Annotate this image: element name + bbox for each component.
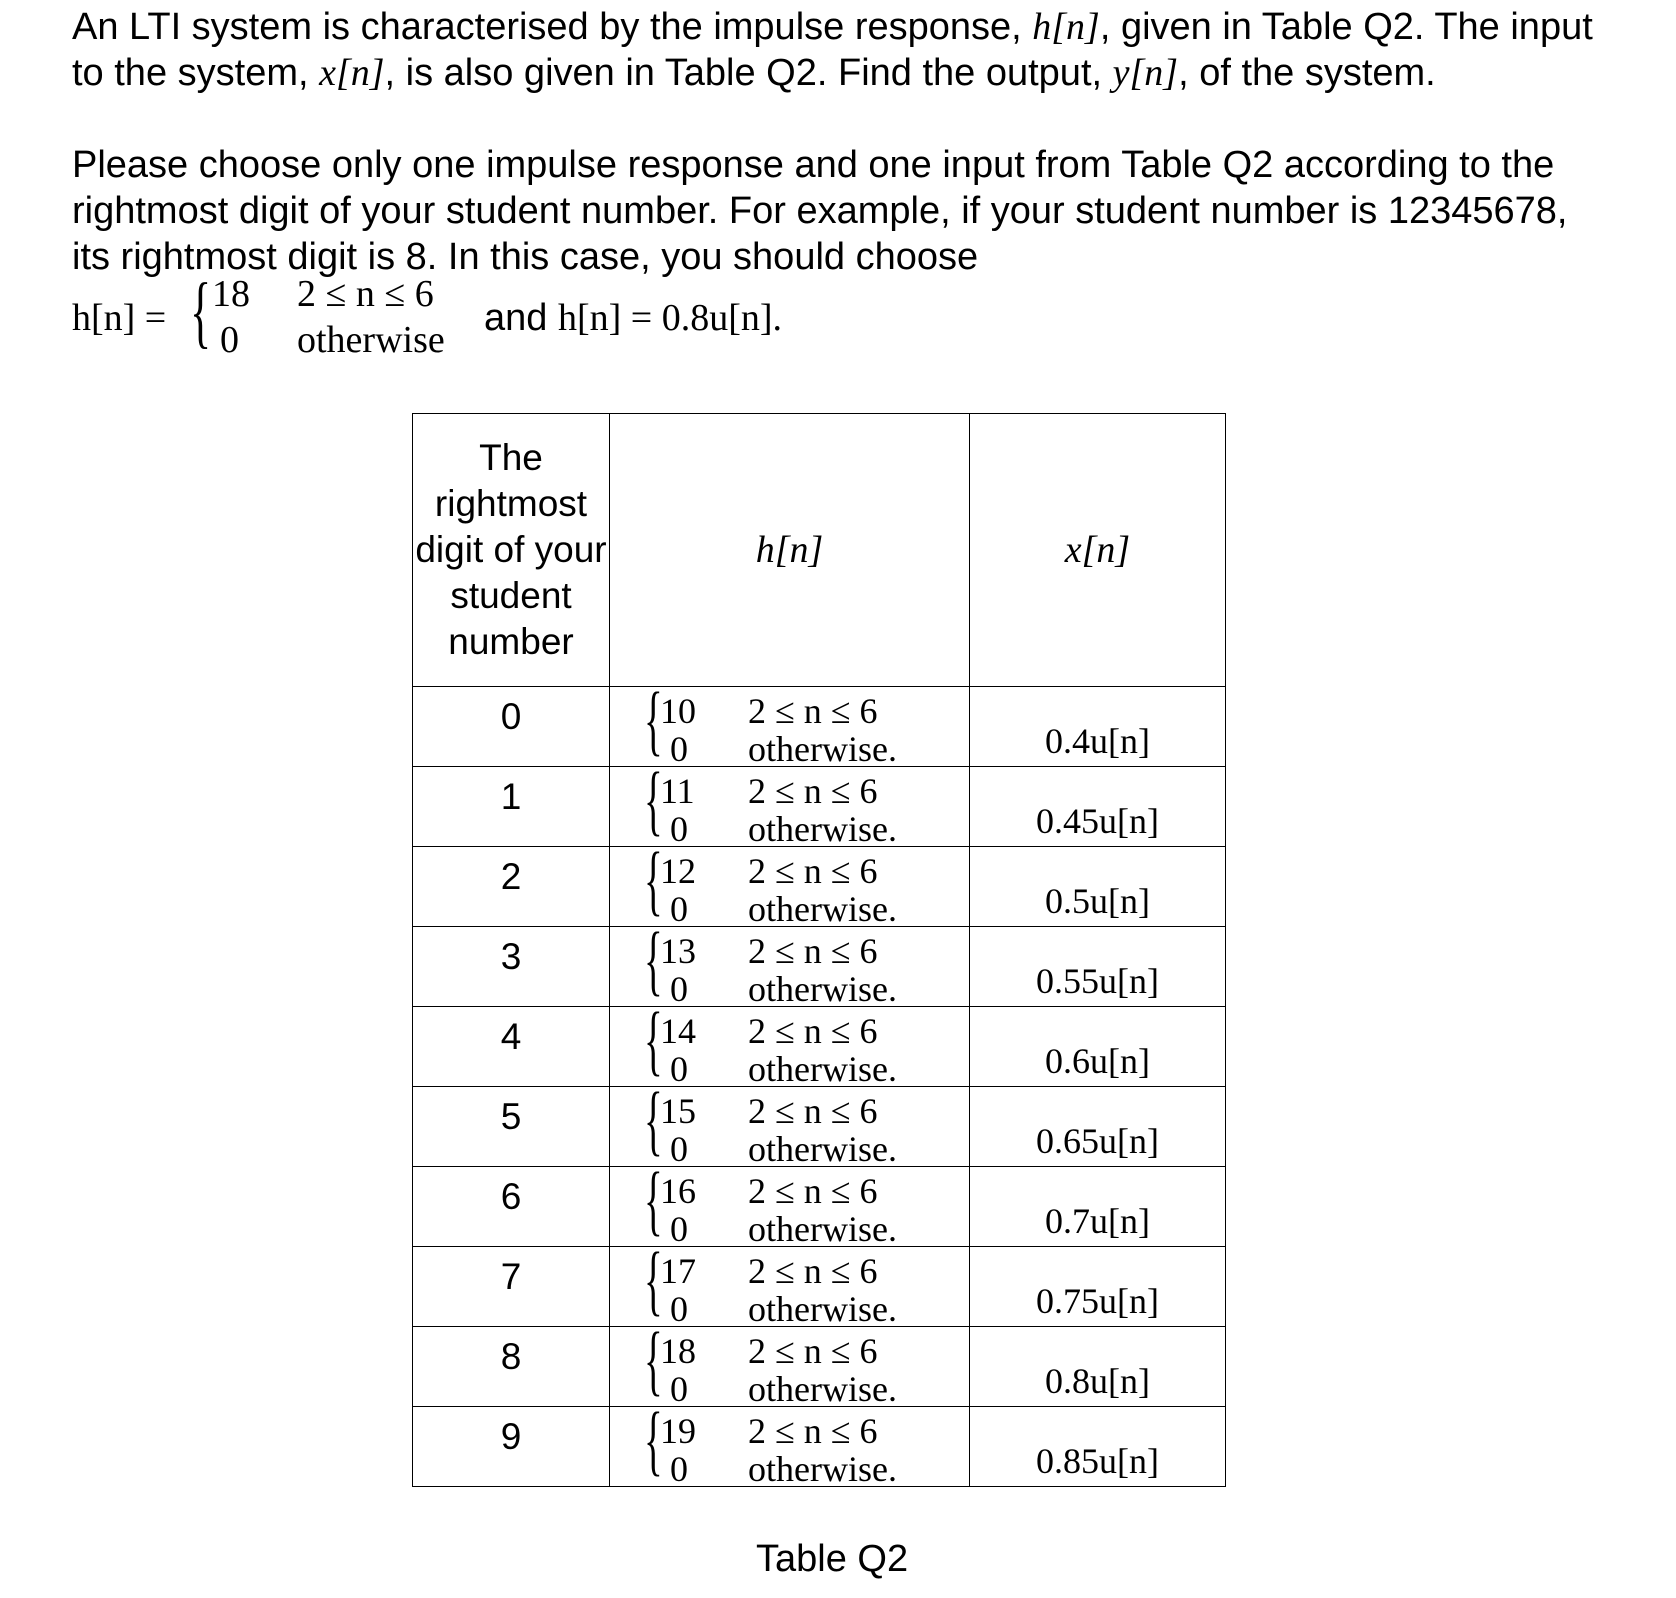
example-lhs: h[n] = (72, 297, 167, 339)
p1-text-1: An LTI system is characterised by the impulse response, (72, 6, 1033, 48)
h-condition: 2 ≤ n ≤ 6 (748, 1331, 878, 1371)
x-cell (970, 1327, 1226, 1407)
p1-x-symbol: x[n] (319, 52, 385, 94)
x-value: 0.5u[n] (1045, 880, 1150, 921)
x-cell (970, 1167, 1226, 1247)
x-value: 0.65u[n] (1036, 1120, 1159, 1161)
h-value: 18 (660, 1331, 696, 1371)
digit-cell (413, 1007, 610, 1087)
digit-value: 3 (500, 935, 522, 977)
x-cell (970, 687, 1226, 767)
h-otherwise: otherwise. (748, 729, 897, 769)
x-value: 0.7u[n] (1045, 1200, 1150, 1241)
header-x: x[n] (970, 414, 1226, 687)
digit-value: 6 (500, 1175, 522, 1217)
table-row (413, 1247, 1226, 1327)
h-zero: 0 (670, 1369, 688, 1409)
h-value: 19 (660, 1411, 696, 1451)
digit-cell (413, 847, 610, 927)
h-otherwise: otherwise. (748, 1369, 897, 1409)
h-zero: 0 (670, 1449, 688, 1489)
example-rhs (484, 296, 782, 340)
table-row (413, 1007, 1226, 1087)
digit-value: 1 (500, 775, 522, 817)
h-zero: 0 (670, 1049, 688, 1089)
x-value: 0.8u[n] (1045, 1360, 1150, 1401)
h-condition: 2 ≤ n ≤ 6 (748, 771, 878, 811)
x-cell (970, 767, 1226, 847)
h-value: 13 (660, 931, 696, 971)
table-row (413, 1327, 1226, 1407)
case-brace: { (644, 916, 663, 1003)
h-value: 17 (660, 1251, 696, 1291)
table-row (413, 1407, 1226, 1487)
h-cell (610, 1396, 970, 1489)
p1-y-symbol: y[n] (1112, 52, 1179, 94)
example-and: and (484, 297, 558, 339)
h-condition: 2 ≤ n ≤ 6 (748, 1251, 878, 1291)
example-zero: 0 (220, 319, 239, 361)
h-value: 10 (660, 691, 696, 731)
table-caption: Table Q2 (756, 1538, 909, 1580)
h-zero: 0 (670, 969, 688, 1009)
h-cell (610, 756, 970, 849)
question-paragraph-1 (72, 4, 1612, 96)
digit-cell (413, 1247, 610, 1327)
digit-cell (413, 687, 610, 767)
case-brace: { (644, 1236, 663, 1323)
case-brace: { (644, 756, 663, 843)
p1-text-3: , is also given in Table Q2. Find the output, (384, 52, 1113, 94)
table-row (413, 687, 1226, 767)
case-brace: { (644, 676, 663, 763)
h-value: 15 (660, 1091, 696, 1131)
x-cell (970, 1407, 1226, 1487)
h-cell (610, 916, 970, 1009)
x-value: 0.75u[n] (1036, 1280, 1159, 1321)
case-brace: { (644, 1076, 663, 1163)
table-row (413, 847, 1226, 927)
header-h: h[n] (610, 414, 970, 687)
digit-value: 4 (500, 1015, 522, 1057)
x-value: 0.45u[n] (1036, 800, 1159, 841)
p1-text-4: , of the system. (1178, 52, 1436, 94)
digit-value: 8 (500, 1335, 522, 1377)
p1-h-symbol: h[n] (1032, 6, 1100, 48)
h-otherwise: otherwise. (748, 889, 897, 929)
h-cell (610, 676, 970, 769)
h-cell (610, 996, 970, 1089)
x-cell (970, 1007, 1226, 1087)
h-value: 16 (660, 1171, 696, 1211)
example-rhs-formula: h[n] = 0.8u[n]. (557, 297, 783, 339)
digit-cell (413, 1167, 610, 1247)
h-cell (610, 836, 970, 929)
x-value: 0.4u[n] (1045, 720, 1150, 761)
h-value: 12 (660, 851, 696, 891)
example-value: 18 (212, 273, 250, 315)
digit-value: 7 (500, 1255, 522, 1297)
h-cell (610, 1236, 970, 1329)
h-condition: 2 ≤ n ≤ 6 (748, 1171, 878, 1211)
h-zero: 0 (670, 729, 688, 769)
table-row (413, 1167, 1226, 1247)
table-body (413, 676, 1226, 1489)
table-q2 (412, 413, 1226, 1487)
x-value: 0.85u[n] (1036, 1440, 1159, 1481)
x-cell (970, 847, 1226, 927)
h-value: 11 (660, 771, 695, 811)
digit-cell (413, 1087, 610, 1167)
h-otherwise: otherwise. (748, 969, 897, 1009)
h-condition: 2 ≤ n ≤ 6 (748, 931, 878, 971)
p1-text-2: , given in Table Q2. The input to the system, (72, 6, 1593, 94)
h-otherwise: otherwise. (748, 1289, 897, 1329)
table-row (413, 1087, 1226, 1167)
digit-value: 9 (500, 1415, 522, 1457)
table-row (413, 927, 1226, 1007)
case-brace: { (644, 1316, 663, 1403)
example-condition: 2 ≤ n ≤ 6 (297, 273, 434, 315)
h-cell (610, 1316, 970, 1409)
h-otherwise: otherwise. (748, 1049, 897, 1089)
h-cell (610, 1076, 970, 1169)
question-paragraph-2: Please choose only one impulse response and one input from Table Q2 according to the rightmost digit of your student number. For example, if your student number is 12345678, its rightmost digit is 8. In this case, you should choose (72, 144, 1568, 278)
digit-value: 5 (500, 1095, 522, 1137)
digit-value: 2 (500, 855, 522, 897)
header-digit: The rightmost digit of your student number (413, 414, 610, 687)
example-brace: { (190, 268, 212, 356)
h-zero: 0 (670, 1209, 688, 1249)
h-condition: 2 ≤ n ≤ 6 (748, 1091, 878, 1131)
digit-cell (413, 927, 610, 1007)
h-zero: 0 (670, 809, 688, 849)
table-row (413, 767, 1226, 847)
case-brace: { (644, 1396, 663, 1483)
h-otherwise: otherwise. (748, 1449, 897, 1489)
h-condition: 2 ≤ n ≤ 6 (748, 851, 878, 891)
case-brace: { (644, 836, 663, 923)
x-cell (970, 1087, 1226, 1167)
example-otherwise: otherwise (297, 319, 445, 361)
h-zero: 0 (670, 1289, 688, 1329)
h-otherwise: otherwise. (748, 809, 897, 849)
h-zero: 0 (670, 1129, 688, 1169)
h-otherwise: otherwise. (748, 1129, 897, 1169)
h-value: 14 (660, 1011, 696, 1051)
digit-cell (413, 767, 610, 847)
x-value: 0.55u[n] (1036, 960, 1159, 1001)
h-otherwise: otherwise. (748, 1209, 897, 1249)
h-zero: 0 (670, 889, 688, 929)
x-cell (970, 1247, 1226, 1327)
case-brace: { (644, 1156, 663, 1243)
case-brace: { (644, 996, 663, 1083)
digit-cell (413, 1407, 610, 1487)
h-condition: 2 ≤ n ≤ 6 (748, 1411, 878, 1451)
h-condition: 2 ≤ n ≤ 6 (748, 691, 878, 731)
x-cell (970, 927, 1226, 1007)
x-value: 0.6u[n] (1045, 1040, 1150, 1081)
h-condition: 2 ≤ n ≤ 6 (748, 1011, 878, 1051)
digit-value: 0 (500, 695, 522, 737)
digit-cell (413, 1327, 610, 1407)
h-cell (610, 1156, 970, 1249)
